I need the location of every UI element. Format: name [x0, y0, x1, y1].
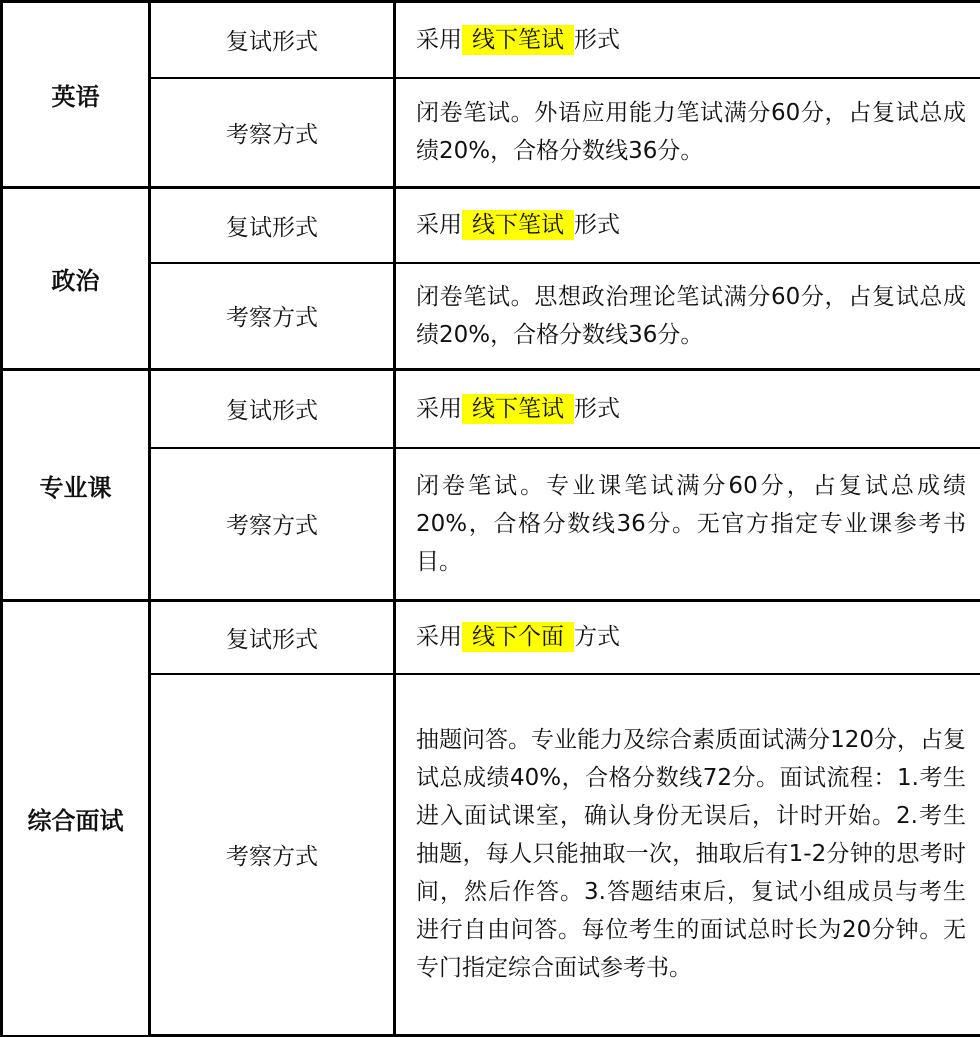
method-text: 闭卷笔试。专业课笔试满分60分，占复试总成绩20%，合格分数线36分。无官方指定专业课参考书目。	[395, 448, 980, 601]
form-suffix: 形式	[574, 396, 620, 422]
subject-major: 专业课	[2, 370, 150, 601]
form-prefix: 采用	[416, 396, 462, 422]
form-prefix: 采用	[416, 212, 462, 238]
form-label: 复试形式	[150, 601, 395, 674]
form-prefix: 采用	[416, 624, 462, 650]
form-highlight: 线下个面	[462, 622, 574, 652]
method-text: 抽题问答。专业能力及综合素质面试满分120分，占复试总成绩40%，合格分数线72分。面试流程：1.考生进入面试课室，确认身份无误后，计时开始。2.考生抽题，每人只能抽取一次，抽取后有1-2分钟的思考时间，然后作答。3.答题结束后，复试小组成员与考生进行自由问答。每位考生的面试总时长为20分钟。无专门指定综合面试参考书。	[395, 674, 980, 1036]
method-label: 考察方式	[150, 263, 395, 370]
method-label: 考察方式	[150, 674, 395, 1036]
subject-politics: 政治	[2, 188, 150, 370]
form-cell	[395, 188, 980, 263]
table-row	[2, 188, 980, 263]
form-label: 复试形式	[150, 2, 395, 78]
form-suffix: 方式	[574, 624, 620, 650]
form-cell	[395, 370, 980, 448]
table-row	[2, 601, 980, 674]
form-highlight: 线下笔试	[462, 394, 574, 424]
form-label: 复试形式	[150, 188, 395, 263]
method-text: 闭卷笔试。外语应用能力笔试满分60分，占复试总成绩20%，合格分数线36分。	[395, 78, 980, 188]
method-label: 考察方式	[150, 78, 395, 188]
method-label: 考察方式	[150, 448, 395, 601]
subject-english: 英语	[2, 2, 150, 188]
table-row	[2, 370, 980, 448]
form-highlight: 线下笔试	[462, 25, 574, 55]
table-row	[2, 2, 980, 78]
form-suffix: 形式	[574, 27, 620, 53]
subject-interview: 综合面试	[2, 601, 150, 1036]
form-label: 复试形式	[150, 370, 395, 448]
form-prefix: 采用	[416, 27, 462, 53]
form-suffix: 形式	[574, 212, 620, 238]
form-cell	[395, 601, 980, 674]
method-text: 闭卷笔试。思想政治理论笔试满分60分，占复试总成绩20%，合格分数线36分。	[395, 263, 980, 370]
form-cell	[395, 2, 980, 78]
form-highlight: 线下笔试	[462, 210, 574, 240]
